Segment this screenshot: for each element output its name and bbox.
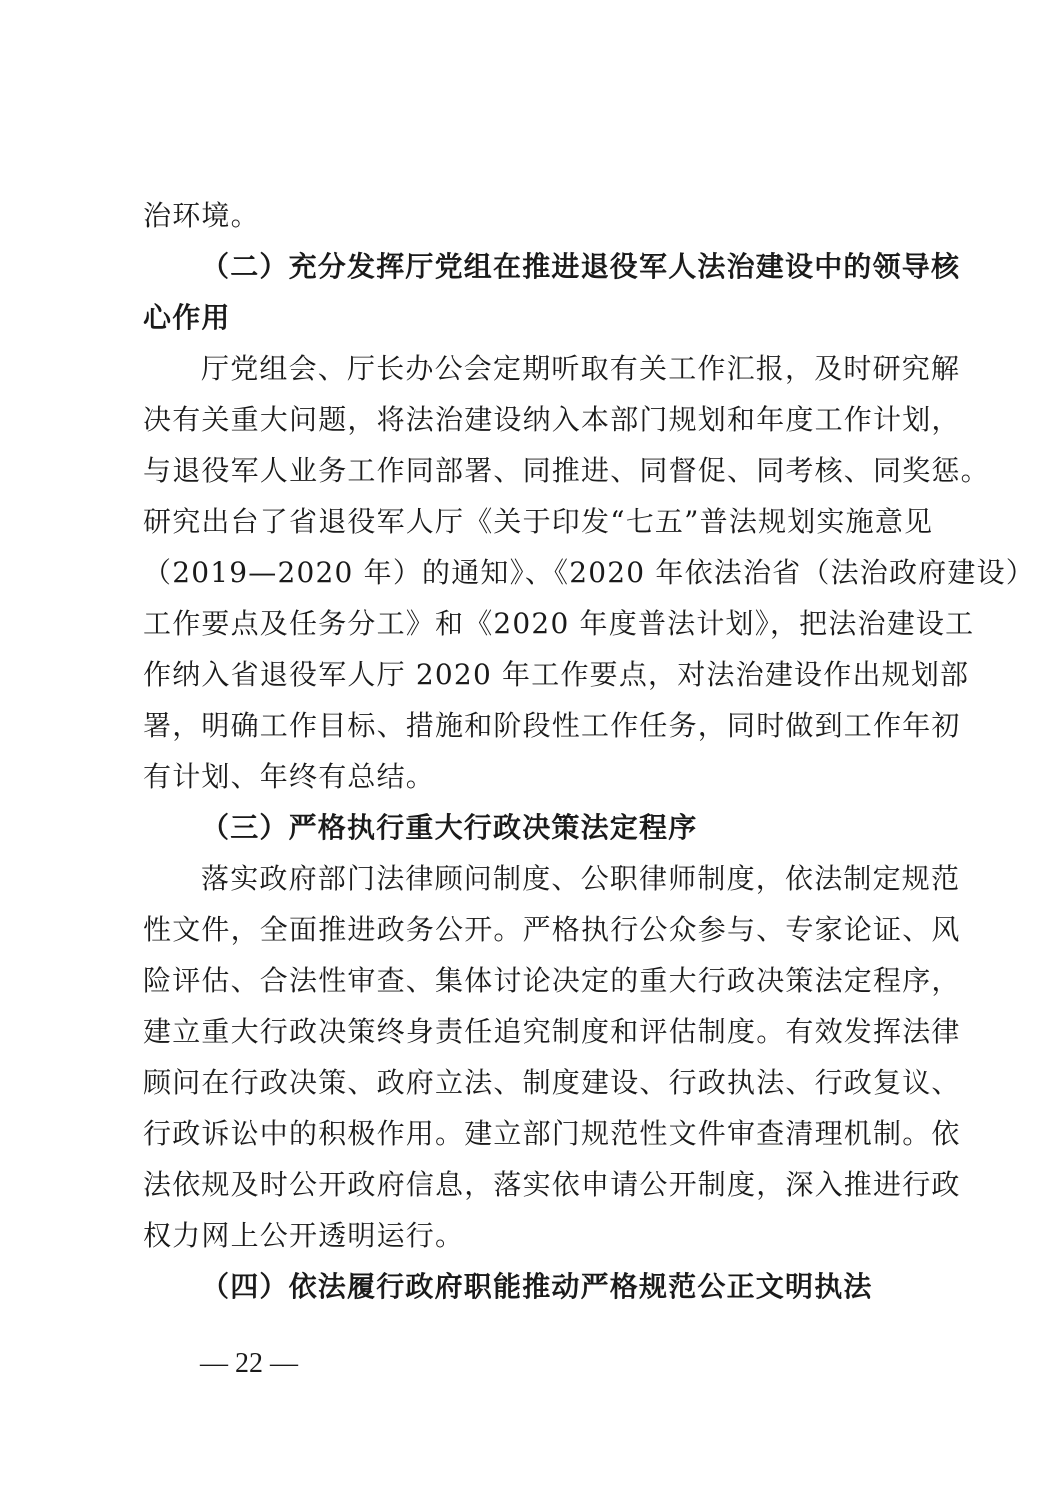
document-body xyxy=(143,190,1035,1312)
paragraph-line: （2019—2020 年）的通知》、《2020 年依法治省（法治政府建设） xyxy=(143,556,1035,589)
paragraph-line: 法依规及时公开政府信息，落实依申请公开制度，深入推进行政 xyxy=(143,1168,961,1201)
paragraph-line: 性文件，全面推进政务公开。严格执行公众参与、专家论证、风 xyxy=(143,913,961,946)
paragraph-line: 落实政府部门法律顾问制度、公职律师制度，依法制定规范 xyxy=(201,862,961,895)
section-heading-2-cont: 心作用 xyxy=(143,301,231,334)
page-number: — 22 — xyxy=(200,1348,298,1379)
paragraph-line: 治环境。 xyxy=(143,199,260,232)
paragraph-line: 顾问在行政决策、政府立法、制度建设、行政执法、行政复议、 xyxy=(143,1066,961,1099)
paragraph-line: 作纳入省退役军人厅 2020 年工作要点，对法治建设作出规划部 xyxy=(143,658,970,691)
paragraph-line: 与退役军人业务工作同部署、同推进、同督促、同考核、同奖惩。 xyxy=(143,454,990,487)
paragraph-line: 险评估、合法性审查、集体讨论决定的重大行政决策法定程序， xyxy=(143,964,961,997)
paragraph-line: 有计划、年终有总结。 xyxy=(143,760,436,793)
paragraph-line: 建立重大行政决策终身责任追究制度和评估制度。有效发挥法律 xyxy=(143,1015,961,1048)
paragraph-line: 权力网上公开透明运行。 xyxy=(143,1219,465,1252)
paragraph-line: 署，明确工作目标、措施和阶段性工作任务，同时做到工作年初 xyxy=(143,709,961,742)
paragraph-line: 决有关重大问题，将法治建设纳入本部门规划和年度工作计划， xyxy=(143,403,961,436)
paragraph-line: 研究出台了省退役军人厅《关于印发“七五”普法规划实施意见 xyxy=(143,505,934,538)
paragraph-line: 厅党组会、厅长办公会定期听取有关工作汇报，及时研究解 xyxy=(201,352,961,385)
paragraph-line: 工作要点及任务分工》和《2020 年度普法计划》，把法治建设工 xyxy=(143,607,975,640)
section-heading-3: （三）严格执行重大行政决策法定程序 xyxy=(201,811,698,844)
section-heading-4: （四）依法履行政府职能推动严格规范公正文明执法 xyxy=(201,1270,873,1303)
paragraph-line: 行政诉讼中的积极作用。建立部门规范性文件审查清理机制。依 xyxy=(143,1117,961,1150)
section-heading-2: （二）充分发挥厅党组在推进退役军人法治建设中的领导核 xyxy=(201,250,961,283)
